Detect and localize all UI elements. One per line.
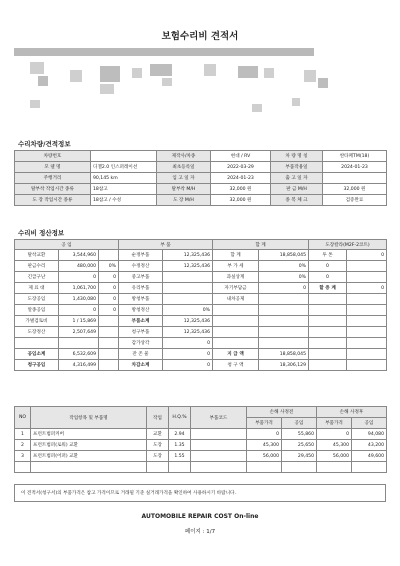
settle-value [99, 327, 119, 338]
parts-cell-empty [147, 462, 169, 473]
parts-cell-empty [191, 462, 247, 473]
settle-value [347, 305, 387, 316]
parts-cell-empty [317, 462, 352, 473]
parts-header-hq: H.Q.% [169, 407, 191, 429]
settle-label [213, 338, 259, 349]
settle-value [259, 294, 309, 305]
settle-label: 가벌검토비 [15, 316, 59, 327]
parts-cell: 56,000 [317, 451, 352, 462]
settle-value: 0% [259, 261, 309, 272]
parts-header-item: 작업항목 및 부품명 [31, 407, 147, 429]
redacted-block [318, 78, 328, 88]
parts-header-after: 손해 사정후 [317, 407, 387, 418]
settle-label: 유리부품 [119, 283, 163, 294]
parts-cell: 49,600 [352, 451, 387, 462]
settle-header-paint: 도장칼라(M2F-2코트) [309, 240, 387, 250]
footer-note: 이 견적서(청구서)의 부품가격은 참고 가격이므로 거래될 기준 실거래가격을 확인하여 사용하시기 바랍니다. [14, 484, 386, 502]
vehicle-label: 탈부착 작업시간 종류 [15, 184, 91, 195]
table-row-empty [15, 462, 387, 473]
settle-value: 2,507,649 [59, 327, 99, 338]
settle-label: 차감소계 [119, 360, 163, 371]
vehicle-label: 최초등록일 [157, 162, 211, 173]
settle-value: 1 / 15,869 [59, 316, 99, 327]
redacted-block [100, 66, 120, 82]
parts-cell: 1.55 [169, 451, 191, 462]
settle-row [15, 338, 387, 349]
settle-row [15, 261, 387, 272]
settle-row [15, 272, 387, 283]
settle-label: 청구공임 [15, 360, 59, 371]
settle-value: 12,325,436 [163, 327, 213, 338]
vehicle-section-heading: 수리차량/견적정보 [18, 140, 71, 148]
settle-row [15, 283, 387, 294]
parts-header-work: 작업 [147, 407, 169, 429]
settle-header-parts: 부 품 [119, 240, 213, 250]
parts-cell: 94,080 [352, 429, 387, 440]
vehicle-value: 2022-03-29 [211, 162, 271, 173]
settle-row [15, 305, 387, 316]
vehicle-label: 차량번호 [15, 151, 91, 162]
settlement-table [14, 239, 387, 371]
settle-value [99, 338, 119, 349]
settle-value: 0 [347, 283, 387, 294]
settle-value: 0 [347, 250, 387, 261]
vehicle-value: 90,145 km [91, 173, 157, 184]
settle-row [15, 250, 387, 261]
page-label: 페이지 : 1/7 [184, 529, 216, 535]
parts-cell-empty [169, 462, 191, 473]
parts-subheader: 공임 [352, 418, 387, 429]
parts-cell: 1 [15, 429, 31, 440]
vehicle-label: 종 복 체 크 [271, 195, 323, 206]
vehicle-value: 32,000 원 [211, 184, 271, 195]
parts-cell: 프런트범퍼(로워) 교환 [31, 440, 147, 451]
settle-label [309, 349, 347, 360]
settle-label: 방청정산 [119, 305, 163, 316]
vehicle-label: 도 장 작업시간 종류 [15, 195, 91, 206]
settle-value: 0 [99, 272, 119, 283]
settle-value: 0% [259, 272, 309, 283]
parts-cell: 45,300 [247, 440, 282, 451]
settle-value [347, 349, 387, 360]
redacted-block [100, 84, 114, 94]
settle-value: 0 [99, 294, 119, 305]
vehicle-label: 탈부착 M/H [157, 184, 211, 195]
vehicle-label: 출 고 일 자 [271, 173, 323, 184]
settle-row [15, 360, 387, 371]
settle-value [259, 327, 309, 338]
settle-label: 탈착교환 [15, 250, 59, 261]
parts-cell: 0 [247, 429, 282, 440]
settle-value [259, 338, 309, 349]
settle-label: 중고부품 [119, 272, 163, 283]
parts-subheader: 부품가격 [317, 418, 352, 429]
settle-label: 0 [309, 272, 347, 283]
vehicle-value [323, 173, 387, 184]
settle-value: 0 [59, 272, 99, 283]
settle-value: 18,858,045 [259, 250, 309, 261]
parts-cell [191, 440, 247, 451]
settle-label: 긴급구난 [15, 272, 59, 283]
vehicle-value: 검증완료 [323, 195, 387, 206]
settle-label: 청 구 액 [213, 360, 259, 371]
redacted-block [204, 64, 216, 76]
parts-subheader: 부품가격 [247, 418, 282, 429]
settlement-section-heading: 수리비 정산정보 [18, 229, 65, 237]
vehicle-value: 싼타페TM(18) [323, 151, 387, 162]
vehicle-label: 부품작용일 [271, 162, 323, 173]
parts-cell-empty [247, 462, 282, 473]
settle-label: 잔 존 물 [119, 349, 163, 360]
table-row [15, 451, 387, 462]
parts-cell: 2 [15, 440, 31, 451]
settle-label: 공임소계 [15, 349, 59, 360]
table-row [15, 440, 387, 451]
settle-label: 방청부품 [119, 294, 163, 305]
vehicle-value: 디젤2.0 인스퍼레이션 [91, 162, 157, 173]
parts-cell: 56,000 [247, 451, 282, 462]
settle-label: 합 계 [213, 250, 259, 261]
settle-value: 0 [163, 349, 213, 360]
vehicle-value: 18참고 / 수성 [91, 195, 157, 206]
vehicle-value: 2024-01-23 [323, 162, 387, 173]
vehicle-label: 제작사/차종 [157, 151, 211, 162]
vehicle-value: 32,000 원 [323, 184, 387, 195]
settle-value [347, 294, 387, 305]
settle-value [99, 250, 119, 261]
redacted-block [132, 68, 142, 78]
parts-cell: 55,860 [282, 429, 317, 440]
settle-value: 12,325,436 [163, 316, 213, 327]
parts-cell: 도장 [147, 451, 169, 462]
settle-label: 판금수리 [15, 261, 59, 272]
redacted-block [238, 66, 258, 78]
settle-value: 1,061,700 [59, 283, 99, 294]
settle-label [309, 305, 347, 316]
settle-value [347, 261, 387, 272]
vehicle-row [15, 173, 387, 184]
settle-value [99, 316, 119, 327]
settle-label: 할 증 계 [309, 283, 347, 294]
vehicle-label: 판 금 M/H [271, 184, 323, 195]
settle-label [309, 316, 347, 327]
settle-value: 4,316,499 [59, 360, 99, 371]
settle-value: 12,325,436 [163, 250, 213, 261]
parts-header-before: 손해 사정전 [247, 407, 317, 418]
parts-cell: 25,650 [282, 440, 317, 451]
settle-label [15, 338, 59, 349]
settle-value: 0% [163, 305, 213, 316]
redacted-block [30, 62, 44, 74]
settle-label [213, 316, 259, 327]
settle-label [309, 327, 347, 338]
settle-value: 0 [99, 283, 119, 294]
redacted-bar [14, 48, 314, 56]
vehicle-label: 도 장 M/H [157, 195, 211, 206]
parts-cell [191, 429, 247, 440]
parts-cell: 43,200 [352, 440, 387, 451]
settle-row [15, 316, 387, 327]
parts-cell: 3 [15, 451, 31, 462]
settle-value: 18,306,129 [259, 360, 309, 371]
settle-row [15, 327, 387, 338]
vehicle-label: 모 델 명 [15, 162, 91, 173]
settle-value: 3,544,960 [59, 250, 99, 261]
parts-cell: 도장 [147, 440, 169, 451]
settle-value: 0 [59, 305, 99, 316]
document-title: 보험수리비 견적서 [161, 31, 239, 42]
parts-cell: 45,300 [317, 440, 352, 451]
settle-value [163, 283, 213, 294]
parts-cell: 2.94 [169, 429, 191, 440]
parts-cell-empty [15, 462, 31, 473]
settle-value [99, 349, 119, 360]
settle-label: 감가상각 [119, 338, 163, 349]
vehicle-row [15, 151, 387, 162]
settle-value: 12,325,436 [163, 261, 213, 272]
settle-label: 0 [309, 261, 347, 272]
settle-value [347, 316, 387, 327]
settle-label: 도장정산 [15, 327, 59, 338]
vehicle-value: 현대 / RV [211, 151, 271, 162]
vehicle-label: 입 고 일 자 [157, 173, 211, 184]
settle-label: 알종공임 [15, 305, 59, 316]
settle-value: 0 [259, 283, 309, 294]
settle-value [347, 360, 387, 371]
vehicle-row [15, 162, 387, 173]
settle-row [15, 294, 387, 305]
settle-label [309, 360, 347, 371]
settle-label [213, 305, 259, 316]
settle-value [163, 294, 213, 305]
parts-cell: 교환 [147, 429, 169, 440]
redacted-block [292, 98, 300, 106]
parts-header-code: 부품코드 [191, 407, 247, 429]
settle-value [347, 327, 387, 338]
vehicle-label: 주행거리 [15, 173, 91, 184]
settle-label: 부품소계 [119, 316, 163, 327]
parts-cell: 0 [317, 429, 352, 440]
redacted-block [30, 100, 40, 108]
parts-cell: 프런트범퍼커버 [31, 429, 147, 440]
parts-cell: 1.35 [169, 440, 191, 451]
parts-cell: 프런트범퍼(어퍼) 교환 [31, 451, 147, 462]
settle-label: 도장공임 [15, 294, 59, 305]
settle-value [259, 316, 309, 327]
redacted-block [150, 64, 172, 76]
settle-value: 1,430,080 [59, 294, 99, 305]
settle-value: 6,532,609 [59, 349, 99, 360]
redacted-block [264, 68, 274, 78]
vehicle-row [15, 195, 387, 206]
vehicle-row [15, 184, 387, 195]
redacted-block [70, 70, 82, 82]
settle-value: 0 [163, 360, 213, 371]
vehicle-value: 2024-01-23 [211, 173, 271, 184]
settle-label: 순정부품 [119, 250, 163, 261]
settle-header-labor: 공 임 [15, 240, 119, 250]
parts-cell-empty [352, 462, 387, 473]
settle-label: 자기부담금 [213, 283, 259, 294]
parts-cell-empty [31, 462, 147, 473]
settle-value [59, 338, 99, 349]
settle-value: 480,000 [59, 261, 99, 272]
settle-value [259, 305, 309, 316]
parts-subheader: 공임 [282, 418, 317, 429]
settle-row [15, 349, 387, 360]
settle-label: 투 톤 [309, 250, 347, 261]
parts-cell [191, 451, 247, 462]
vehicle-value: 32,000 원 [211, 195, 271, 206]
vehicle-label: 차 량 명 칭 [271, 151, 323, 162]
settle-value [347, 338, 387, 349]
parts-table [14, 406, 387, 473]
redacted-block [38, 76, 48, 86]
settle-value: 18,858,045 [259, 349, 309, 360]
settle-label: 부 가 세 [213, 261, 259, 272]
redacted-block [304, 70, 316, 82]
settle-label: 제 료 대 [15, 283, 59, 294]
vehicle-value: 18참고 [91, 184, 157, 195]
redacted-block [162, 78, 172, 86]
settle-label: 수정정산 [119, 261, 163, 272]
settle-label [213, 327, 259, 338]
settle-label: 과실상계 [213, 272, 259, 283]
settle-value [163, 272, 213, 283]
settle-value: 0 [163, 338, 213, 349]
settle-value [347, 272, 387, 283]
vehicle-value [91, 151, 157, 162]
settle-header-total: 합 계 [213, 240, 309, 250]
settle-value: 0 [99, 305, 119, 316]
settle-value: 0% [99, 261, 119, 272]
parts-cell: 29,450 [282, 451, 317, 462]
settle-label: 청구부품 [119, 327, 163, 338]
parts-header-no: NO [15, 407, 31, 429]
brand-line: AUTOMOBILE REPAIR COST On-line [141, 513, 259, 520]
settle-label [309, 294, 347, 305]
settle-label [309, 338, 347, 349]
vehicle-info-table [14, 150, 387, 206]
settle-label: 지 급 액 [213, 349, 259, 360]
settle-label: 내차공제 [213, 294, 259, 305]
table-row [15, 429, 387, 440]
redacted-block [252, 104, 262, 112]
settle-value [99, 360, 119, 371]
parts-cell-empty [282, 462, 317, 473]
